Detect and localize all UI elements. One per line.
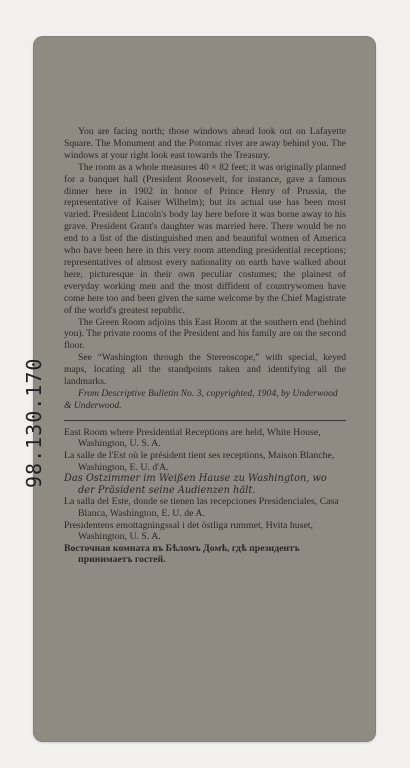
caption-spanish: La salla del Este, donde se tienen las recepciones Presidenciales, Casa Blanca, Washington, E. U. de A. — [64, 496, 339, 519]
description-paragraph-4: See “Washington through the Stereoscope,” with special, keyed maps, locating all the standpoints taken and identifying all the landmarks. — [64, 352, 346, 388]
card-text-block — [64, 126, 346, 566]
caption-russian: Восточная комната въ Бѣломъ Домѣ, гдѣ президентъ принимаетъ гостей. — [64, 542, 300, 566]
section-divider — [64, 420, 346, 421]
handwritten-accession-number: 98.130.170 — [22, 357, 46, 488]
description-paragraph-2: The room as a whole measures 40 × 82 feet; it was originally planned for a banquet hall (President Roosevelt, for instance, gave a famous dinner here in 1902 in honor of Prince Henry of Prussia, the representative of Kaiser Wilhelm); but its actual use has been most varied. President Lincoln's body lay here before it was borne away to his grave. President Grant's daughter was married here. There would be no end to a list of the distinguished men and beautiful women of America who have been here in this very room attending presidential receptions; representatives of almost every nationality on earth have walked about here, picturesque in their own peculiar costumes; the plainest of everyday working men and the most diffident of countrywomen have come here too and been given the same welcome by the Chief Magistrate of the world's greatest republic. — [64, 161, 346, 316]
caption-english: East Room where Presidential Receptions are held, White House, Washington, U. S. A. — [64, 426, 321, 450]
caption-german: Das Ostzimmer im Weißen Hause zu Washington, wo der Präsident seine Audienzen hält. — [64, 473, 327, 496]
description-paragraph-3: The Green Room adjoins this East Room at the southern end (behind you). The private rooms of the President and his family are on the second floor. — [64, 316, 346, 352]
caption-french: La salle de l'Est où le président tient ses receptions, Maison Blanche, Washington, E. U. d'A. — [64, 449, 335, 473]
caption-swedish: Presidentens emottagningssal i det östliga rummet, Hvita huset, Washington, U. S. A. — [64, 519, 313, 543]
description-paragraph-1: You are facing north; those windows ahead look out on Lafayette Square. The Monument and the Potomac river are away behind you. The windows at your right look east towards the Treasury. — [64, 126, 346, 161]
source-citation: From Descriptive Bulletin No. 3, copyrighted, 1904, by Underwood & Underwood. — [64, 387, 338, 411]
